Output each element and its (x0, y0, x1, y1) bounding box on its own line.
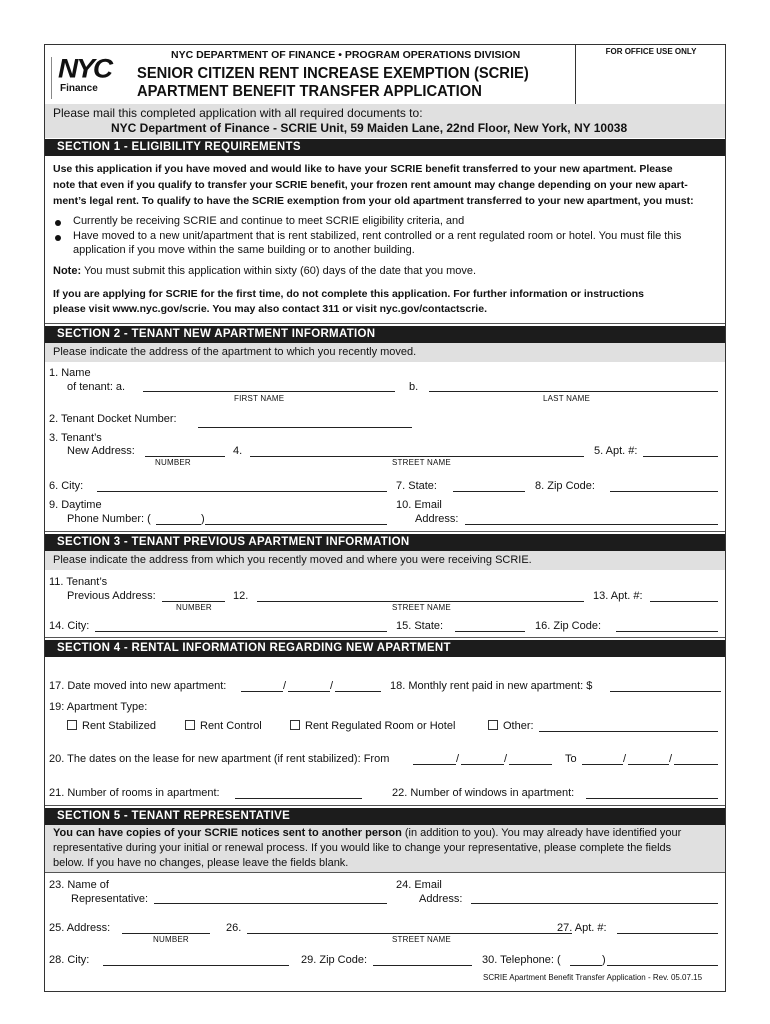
q9-label: 9. Daytime (49, 499, 102, 511)
rent-control-option[interactable] (185, 720, 262, 732)
prev-city-input[interactable] (95, 631, 387, 632)
move-day-input[interactable] (288, 691, 330, 692)
move-year-input[interactable] (335, 691, 381, 692)
note-body: You must submit this application within sixty (60) days of the date that you move. (81, 265, 477, 277)
q27-label: 27. Apt. #: (557, 922, 607, 934)
first-time-line: please visit www.nyc.gov/scrie. You may also contact 311 or visit nyc.gov/contactscrie. (53, 303, 487, 315)
street-name-caption: STREET NAME (392, 458, 451, 467)
logo-sub: Finance (60, 83, 98, 94)
section-2-instructions: Please indicate the address of the apartment to which you recently moved. (45, 343, 725, 362)
rent-regulated-label: Rent Regulated Room or Hotel (305, 720, 456, 732)
rent-stabilized-label: Rent Stabilized (82, 720, 156, 732)
first-name-input[interactable] (143, 391, 395, 392)
move-month-input[interactable] (241, 691, 283, 692)
lease-from-day-input[interactable] (461, 764, 504, 765)
department-heading: NYC DEPARTMENT OF FINANCE • PROGRAM OPERATIONS DIVISION (171, 49, 521, 61)
lease-to-year-input[interactable] (674, 764, 718, 765)
rooms-input[interactable] (235, 798, 362, 799)
form-title-1: SENIOR CITIZEN RENT INCREASE EXEMPTION (SCRIE) (137, 65, 529, 82)
q9-sublabel: Phone Number: ( (67, 513, 151, 525)
q30-close-paren: ) (602, 954, 606, 966)
logo-text: NYC (58, 53, 112, 84)
q21-label: 21. Number of rooms in apartment: (49, 787, 220, 799)
area-code-input[interactable] (156, 524, 201, 525)
q20-label: 20. The dates on the lease for new apartment (if rent stabilized): From (49, 753, 390, 765)
number-caption: NUMBER (176, 603, 212, 612)
street-name-caption: STREET NAME (392, 935, 451, 944)
prev-address-number-input[interactable] (162, 601, 225, 602)
q3-label: 3. Tenant’s (49, 432, 102, 444)
lease-from-year-input[interactable] (509, 764, 552, 765)
first-time-note (53, 287, 644, 317)
lease-from-month-input[interactable] (413, 764, 456, 765)
nyc-logo (51, 53, 117, 99)
application-form (44, 44, 726, 992)
rep-zip-input[interactable] (373, 965, 472, 966)
q30-label: 30. Telephone: ( (482, 954, 561, 966)
q12-label: 12. (233, 590, 249, 602)
number-caption: NUMBER (155, 458, 191, 467)
rent-control-checkbox[interactable] (185, 720, 195, 730)
q11-sublabel: Previous Address: (67, 590, 156, 602)
q1-sublabel: of tenant: a. (67, 381, 126, 393)
q28-label: 28. City: (49, 954, 90, 966)
instructions-line (53, 826, 717, 841)
q7-label: 7. State: (396, 480, 437, 492)
date-slash: / (623, 753, 627, 765)
mail-note: Please mail this completed application with all required documents to: (53, 106, 423, 120)
date-slash: / (669, 753, 673, 765)
rent-control-label: Rent Control (200, 720, 262, 732)
q1b-label: b. (409, 381, 419, 393)
office-use-label: FOR OFFICE USE ONLY (605, 47, 697, 56)
intro-line: Use this application if you have moved and would like to have your SCRIE benefit transferred to your new apartment. Please (53, 163, 673, 175)
divider (45, 805, 725, 806)
section-4-header: SECTION 4 - RENTAL INFORMATION REGARDING NEW APARTMENT (45, 640, 725, 657)
requirement-1: Currently be receiving SCRIE and continue to meet SCRIE eligibility criteria, and (73, 215, 465, 227)
q17-label: 17. Date moved into new apartment: (49, 680, 227, 692)
state-input[interactable] (453, 491, 525, 492)
rep-area-code-input[interactable] (570, 965, 602, 966)
instructions-bold: You can have copies of your SCRIE notices sent to another person (53, 827, 402, 839)
first-name-caption: FIRST NAME (234, 394, 285, 403)
q10-label: 10. Email (396, 499, 442, 511)
section-3-header: SECTION 3 - TENANT PREVIOUS APARTMENT INFORMATION (45, 534, 725, 551)
q23-label: 23. Name of (49, 879, 109, 891)
q13-label: 13. Apt. #: (593, 590, 643, 602)
date-slash: / (283, 680, 287, 692)
last-name-input[interactable] (429, 391, 718, 392)
instructions-line: representative during your initial or renewal process. If you would like to change your representative, please complete the fields (53, 842, 672, 854)
email-input[interactable] (465, 524, 718, 525)
mail-instructions (45, 104, 725, 138)
rent-stabilized-checkbox[interactable] (67, 720, 77, 730)
section-1-header: SECTION 1 - ELIGIBILITY REQUIREMENTS (45, 139, 725, 156)
monthly-rent-input[interactable] (610, 691, 721, 692)
q1-label: 1. Name (49, 367, 91, 379)
instructions-text: (in addition to you). You may already have identified your (401, 827, 682, 839)
lease-to-label: To (565, 753, 577, 765)
rep-phone-input[interactable] (607, 965, 718, 966)
q16-label: 16. Zip Code: (535, 620, 602, 632)
rent-regulated-checkbox[interactable] (290, 720, 300, 730)
q19-label: 19: Apartment Type: (49, 701, 148, 713)
q11-label: 11. Tenant’s (49, 576, 108, 588)
representative-name-input[interactable] (154, 903, 387, 904)
intro-line: note that even if you qualify to transfer your SCRIE benefit, your frozen rent amount may change depending on your new apart- (53, 179, 688, 191)
section-3-instructions: Please indicate the address from which you recently moved and where you were receiving SCRIE. (45, 551, 725, 570)
q25-label: 25. Address: (49, 922, 111, 934)
form-title-2: APARTMENT BENEFIT TRANSFER APPLICATION (137, 83, 482, 100)
requirement-2 (73, 229, 681, 257)
other-label: Other: (503, 720, 534, 732)
first-time-line: If you are applying for SCRIE for the first time, do not complete this application. For further information or instructions (53, 288, 644, 300)
prev-state-input[interactable] (455, 631, 525, 632)
q24-sublabel: Address: (419, 893, 463, 905)
street-name-caption: STREET NAME (392, 603, 451, 612)
q29-label: 29. Zip Code: (301, 954, 368, 966)
q8-label: 8. Zip Code: (535, 480, 595, 492)
other-option[interactable] (488, 720, 534, 732)
section-5-instructions (45, 825, 725, 872)
section-5-header: SECTION 5 - TENANT REPRESENTATIVE (45, 808, 725, 825)
zip-input[interactable] (610, 491, 718, 492)
q18-label: 18. Monthly rent paid in new apartment: $ (390, 680, 593, 692)
number-caption: NUMBER (153, 935, 189, 944)
bullet-icon (55, 220, 61, 226)
q5-label: 5. Apt. #: (594, 445, 638, 457)
windows-input[interactable] (586, 798, 718, 799)
divider (45, 531, 725, 532)
requirement-2-line: Have moved to a new unit/apartment that is rent stabilized, rent controlled or a rent regulated room or hotel. You must file this (73, 230, 682, 242)
section-2-header: SECTION 2 - TENANT NEW APARTMENT INFORMATION (45, 326, 725, 343)
office-use-box (575, 45, 726, 105)
note-label: Note: (53, 265, 82, 277)
rep-street-name-input[interactable] (247, 933, 572, 934)
other-type-input[interactable] (539, 731, 718, 732)
lease-to-month-input[interactable] (582, 764, 623, 765)
rep-apt-input[interactable] (617, 933, 718, 934)
q10-sublabel: Address: (415, 513, 459, 525)
prev-street-name-input[interactable] (257, 601, 584, 602)
rep-city-input[interactable] (103, 965, 289, 966)
section-1-intro (53, 161, 694, 209)
q2-label: 2. Tenant Docket Number: (49, 413, 177, 425)
new-apt-input[interactable] (643, 456, 718, 457)
q3-sublabel: New Address: (67, 445, 135, 457)
docket-number-input[interactable] (198, 427, 412, 428)
last-name-caption: LAST NAME (543, 394, 590, 403)
representative-email-input[interactable] (471, 903, 718, 904)
prev-zip-input[interactable] (616, 631, 718, 632)
q15-label: 15. State: (396, 620, 444, 632)
new-street-name-input[interactable] (250, 456, 584, 457)
q4-label: 4. (233, 445, 243, 457)
divider (45, 323, 725, 324)
q26-label: 26. (226, 922, 242, 934)
divider (45, 872, 725, 873)
q23-sublabel: Representative: (71, 893, 149, 905)
bullet-icon (55, 235, 61, 241)
mail-address: NYC Department of Finance - SCRIE Unit, 59 Maiden Lane, 22nd Floor, New York, NY 10038 (111, 121, 628, 135)
divider (45, 637, 725, 638)
rent-stabilized-option[interactable] (67, 720, 156, 732)
q6-label: 6. City: (49, 480, 84, 492)
new-address-number-input[interactable] (145, 456, 225, 457)
lease-to-day-input[interactable] (628, 764, 669, 765)
requirement-2-line: application if you move within the same building or to another building. (73, 244, 415, 256)
rent-regulated-option[interactable] (290, 720, 455, 732)
note-text (53, 265, 476, 277)
other-checkbox[interactable] (488, 720, 498, 730)
date-slash: / (456, 753, 460, 765)
q9-close-paren: ) (201, 513, 205, 525)
prev-apt-input[interactable] (650, 601, 718, 602)
phone-input[interactable] (205, 524, 387, 525)
rep-address-number-input[interactable] (122, 933, 210, 934)
date-slash: / (504, 753, 508, 765)
q24-label: 24. Email (396, 879, 442, 891)
form-revision-footer: SCRIE Apartment Benefit Transfer Application - Rev. 05.07.15 (483, 973, 703, 982)
date-slash: / (330, 680, 334, 692)
q14-label: 14. City: (49, 620, 90, 632)
intro-line: ment’s legal rent. To qualify to have the SCRIE exemption from your old apartment transferred to your new apartment, you must: (53, 195, 694, 207)
q22-label: 22. Number of windows in apartment: (392, 787, 575, 799)
city-input[interactable] (97, 491, 387, 492)
instructions-line: below. If you have no changes, please leave the fields blank. (53, 857, 349, 869)
